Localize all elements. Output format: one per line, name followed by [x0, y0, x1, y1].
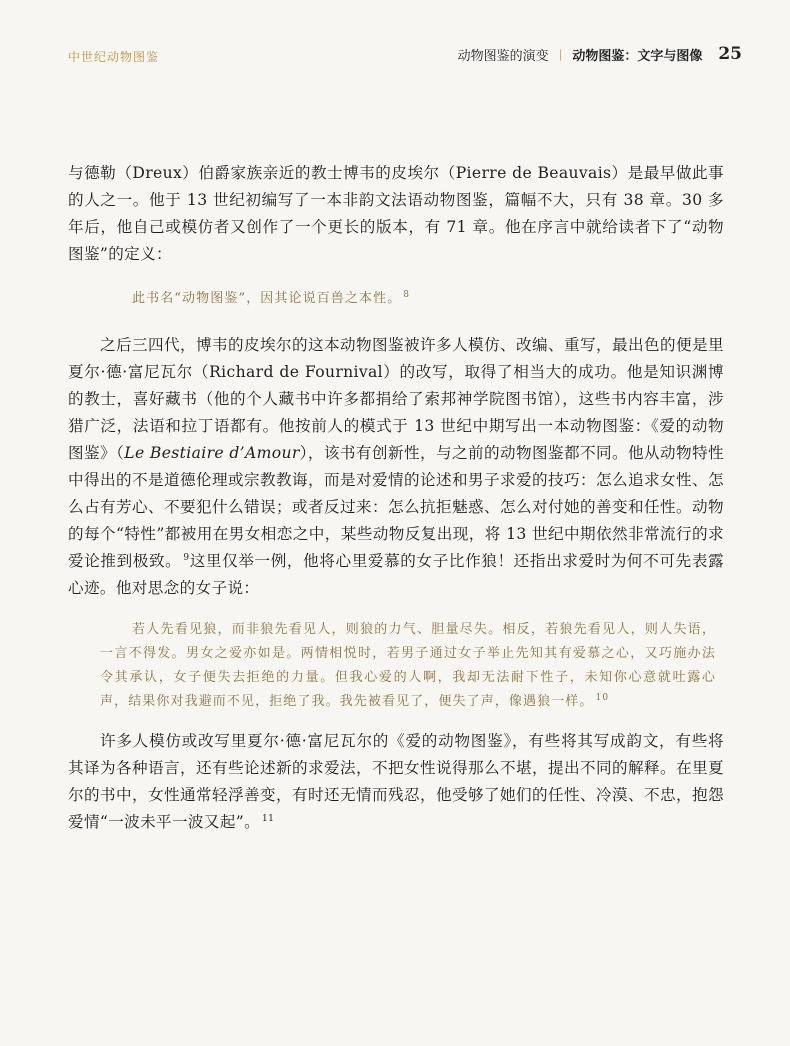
header-separator: | [558, 47, 563, 61]
paragraph-2-part-b: ），该书有创新性，与之前的动物图鉴都不同。他从动物特性中得出的不是道德伦理或宗教教诲，而是对爱情的论述和男子求爱的技巧：怎么追求女性、怎么占有芳心、不要犯什么错误；或者反过来：怎么抗拒魅惑、怎么对付她的善变和任性。动物的每个“特性”都被用在男女相恋之中，某些动物反复出现，将 13 世纪中期依然非常流行的求爱论推到极致。 [68, 444, 724, 570]
section-title: 动物图鉴：文字与图像 [572, 48, 703, 64]
block-quote-2 [68, 618, 724, 714]
footnote-ref-11: 11 [262, 813, 275, 824]
page-number: 25 [718, 44, 742, 64]
paragraph-2 [68, 332, 724, 602]
paragraph-2-part-c: 这里仅举一例，他将心里爱慕的女子比作狼！还指出求爱时为何不可先表露心迹。他对思念的女子说： [68, 552, 724, 597]
footnote-ref-10: 10 [595, 692, 610, 703]
quote-1-text: 此书名“动物图鉴”，因其论说百兽之本性。 [132, 291, 402, 306]
running-header [458, 44, 742, 64]
paragraph-2-part-a: 之后三四代，博韦的皮埃尔的这本动物图鉴被许多人模仿、改编、重写，最出色的便是里夏尔·德·富尼瓦尔（Richard de Fournival）的改写，取得了相当大的成功。他是知识渊博的教士，喜好藏书（他的个人藏书中许多都捐给了索邦神学院图书馆），这些书内容丰富，涉猎广泛，法语和拉丁语都有。他按前人的模式于 13 世纪中期写出一本动物图鉴：《爱的动物图鉴》（ [68, 336, 724, 462]
block-quote-1 [68, 288, 724, 310]
paragraph-3 [68, 728, 724, 836]
footnote-ref-8: 8 [403, 289, 411, 300]
chapter-title: 动物图鉴的演变 [457, 48, 549, 64]
footnote-ref-9: 9 [183, 552, 190, 563]
running-book-title: 中世纪动物图鉴 [68, 50, 160, 64]
paragraph-1: 与德勒（Dreux）伯爵家族亲近的教士博韦的皮埃尔（Pierre de Beauvais）是最早做此事的人之一。他于 13 世纪初编写了一本非韵文法语动物图鉴，篇幅不大，只有 38 章。30 多年后，他自己或模仿者又创作了一个更长的版本，有 71 章。他在序言中就给读者下了“动物图鉴”的定义： [68, 164, 724, 263]
quote-2-text: 若人先看见狼，而非狼先看见人，则狼的力气、胆量尽失。相反，若狼先看见人，则人失语，一言不得发。男女之爱亦如是。两情相悦时，若男子通过女子举止先知其有爱慕之心，又巧施办法令其承认，女子便失去拒绝的力量。但我心爱的人啊，我却无法耐下性子，未知你心意就吐露心声，结果你对我避而不见，拒绝了我。我先被看见了，便失了声，像遇狼一样。 [100, 622, 716, 709]
paragraph-3-text: 许多人模仿或改写里夏尔·德·富尼瓦尔的《爱的动物图鉴》，有些将其写成韵文，有些将其译为各种语言，还有些论述新的求爱法，不把女性说得那么不堪，提出不同的解释。在里夏尔的书中，女性通常轻浮善变，有时还无情而残忍，他受够了她们的任性、冷漠、不忠，抱怨爱情“一波未平一波又起”。 [68, 732, 724, 831]
book-title-italic: Le Bestiaire d’Amour [124, 444, 300, 462]
page-body [68, 160, 724, 836]
